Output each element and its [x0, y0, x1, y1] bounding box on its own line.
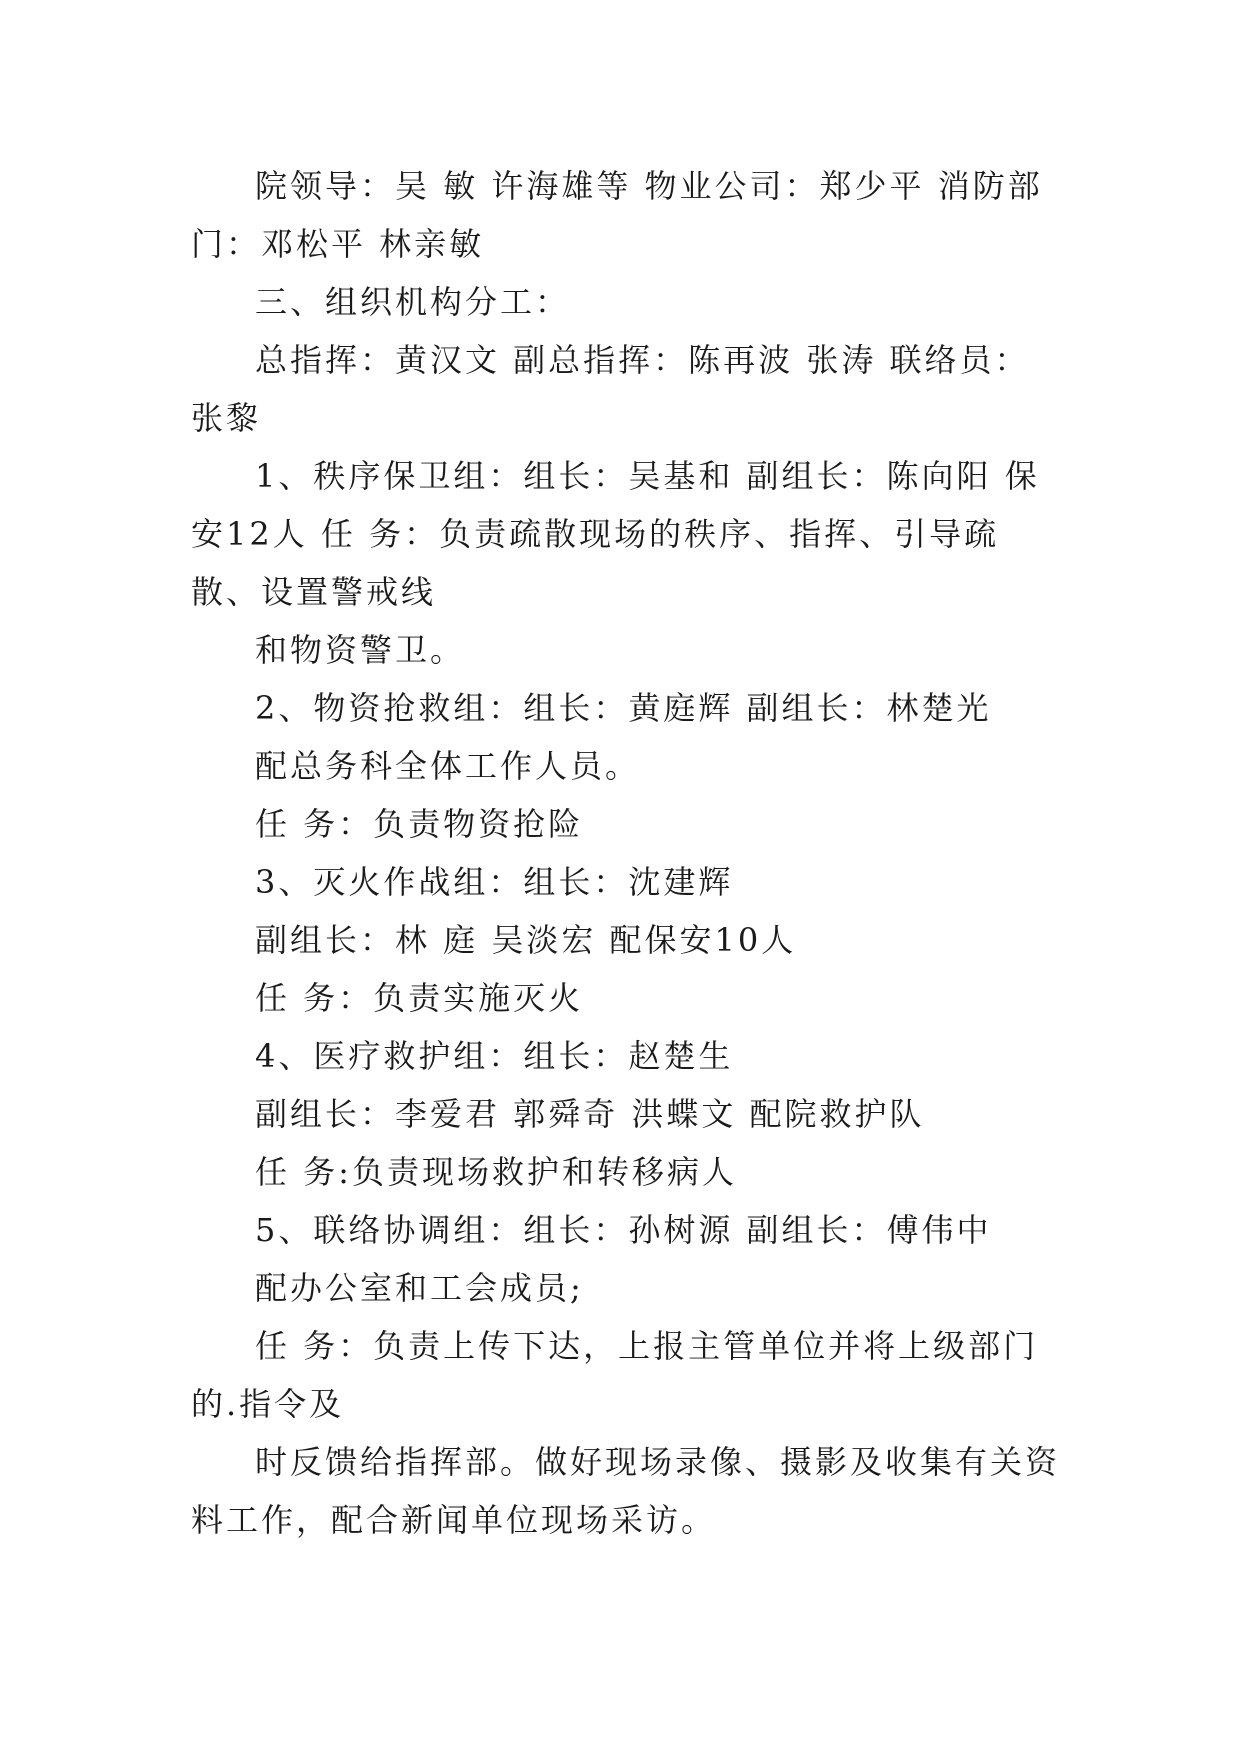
paragraph-firefight-group: 3、灭火作战组：组长：沈建辉 [255, 863, 734, 901]
paragraph-liaison-group: 5、联络协调组：组长：孙树源 副组长：傅伟中 [255, 1211, 992, 1249]
paragraph-commanders: 总指挥：黄汉文 副总指挥：陈再波 张涛 联络员：张黎 [191, 341, 1030, 437]
paragraph-medical-task: 任 务:负责现场救护和转移病人 [255, 1153, 737, 1191]
paragraph-liaison-task: 任 务：负责上传下达，上报主管单位并将上级部门的.指令及 [191, 1327, 1039, 1423]
paragraph-section-heading: 三、组织机构分工： [255, 283, 571, 321]
paragraph-rescue-task: 任 务：负责物资抢险 [255, 805, 584, 843]
paragraph-security-task-cont: 和物资警卫。 [255, 631, 466, 669]
document-body [191, 157, 1061, 1549]
paragraph-rescue-group: 2、物资抢救组：组长：黄庭辉 副组长：林楚光 [255, 689, 992, 727]
paragraph-liaison-task-cont: 时反馈给指挥部。做好现场录像、摄影及收集有关资料工作，配合新闻单位现场采访。 [191, 1443, 1061, 1539]
paragraph-security-group: 1、秩序保卫组：组长：吴基和 副组长：陈向阳 保安12人 任 务：负责疏散现场的秩序、指挥、引导疏散、设置警戒线 [191, 457, 1040, 611]
paragraph-firefight-task: 任 务：负责实施灭火 [255, 979, 584, 1017]
paragraph-medical-deputies: 副组长：李爱君 郭舜奇 洪蝶文 配院救护队 [255, 1095, 925, 1133]
paragraph-leaders: 院领导：吴 敏 许海雄等 物业公司：郑少平 消防部门：邓松平 林亲敏 [191, 167, 1043, 263]
paragraph-medical-group: 4、医疗救护组：组长：赵楚生 [255, 1037, 734, 1075]
paragraph-rescue-staff: 配总务科全体工作人员。 [255, 747, 641, 785]
paragraph-liaison-staff: 配办公室和工会成员; [255, 1269, 584, 1307]
paragraph-firefight-deputies: 副组长：林 庭 吴淡宏 配保安10人 [255, 921, 797, 959]
